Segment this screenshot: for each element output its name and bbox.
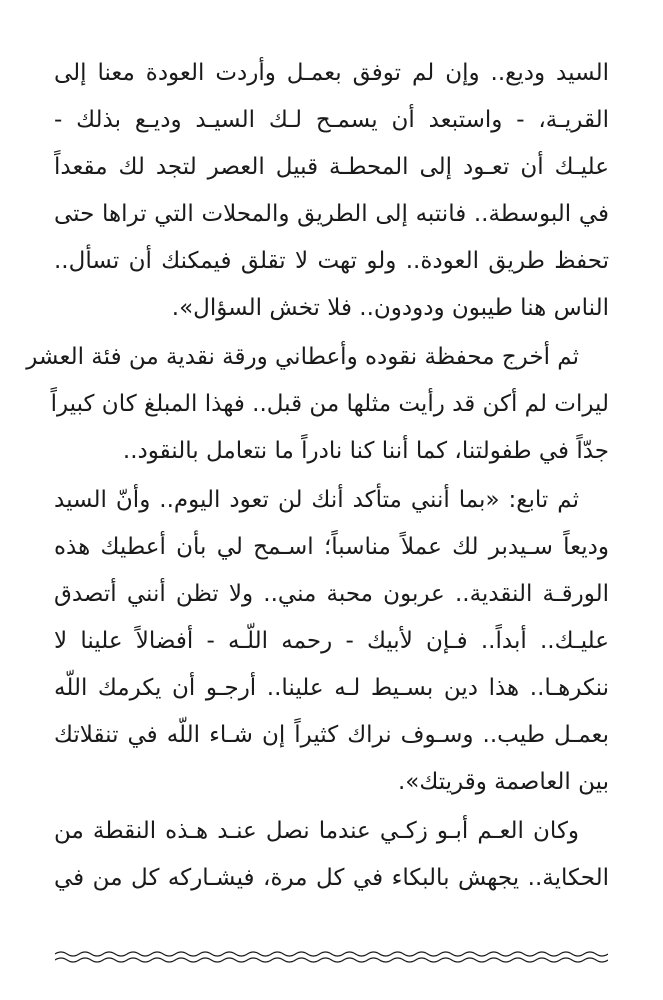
paragraph-2	[26, 334, 609, 475]
body-text	[26, 50, 609, 902]
text-line: الورقـة النقدية.. عربون محبة مني.. ولا تظن أنني أتصدق	[54, 581, 609, 607]
text-line: عليـك.. أبداً.. فـإن لأبيك - رحمه اللّـه - أفضالاً علينا لا	[54, 628, 609, 654]
text-line: ثم تابع: «بما أنني متأكد أنك لن تعود اليوم.. وأنّ السيد	[54, 487, 579, 513]
paragraph-1	[54, 50, 609, 332]
text-line: وكان العـم أبـو زكـي عندما نصل عنـد هـذه النقطة من	[54, 818, 579, 844]
text-line: ليرات لم أكن قد رأيت مثلها من قبل.. فهذا المبلغ كان كبيراً	[50, 391, 609, 417]
wavy-divider-graphic	[55, 950, 608, 964]
text-line: تحفظ طريق العودة.. ولو تهت لا تقلق فيمكنك أن تسأل..	[54, 248, 609, 274]
text-line: القريـة، - واستبعد أن يسمـح لـك السيـد وديـع بذلك -	[54, 107, 609, 133]
text-line: بين العاصمة وقريتك».	[397, 769, 609, 795]
text-line: وديعاً سـيدبر لك عملاً مناسباً؛ اسـمح لي بأن أعطيك هذه	[54, 534, 609, 560]
text-line: ثم أخرج محفظة نقوده وأعطاني ورقة نقدية من فئة العشر	[26, 344, 579, 370]
text-line: ننكرهـا.. هذا دين بسـيط لـه علينا.. أرجـو أن يكرمك اللّه	[54, 675, 609, 701]
text-line: في البوسطة.. فانتبه إلى الطريق والمحلات التي تراها حتى	[54, 201, 609, 227]
text-line: السيد وديع.. وإن لم توفق بعمـل وأردت العودة معنا إلى	[54, 60, 609, 86]
paragraph-4	[54, 808, 609, 902]
text-line: بعمـل طيب.. وسـوف نراك كثيراً إن شـاء اللّه في تنقلاتك	[54, 722, 609, 748]
text-line: الناس هنا طيبون ودودون.. فلا تخش السؤال».	[171, 295, 609, 321]
paragraph-3	[54, 477, 609, 806]
text-line: الحكاية.. يجهش بالبكاء في كل مرة، فيشـاركه كل من في	[54, 865, 609, 891]
text-line: جدّاً في طفولتنا، كما أننا كنا نادراً ما نتعامل بالنقود..	[122, 438, 609, 464]
wavy-line-icon	[55, 950, 608, 964]
text-line: عليـك أن تعـود إلى المحطـة قبيل العصر لتجد لك مقعداً	[54, 154, 609, 180]
